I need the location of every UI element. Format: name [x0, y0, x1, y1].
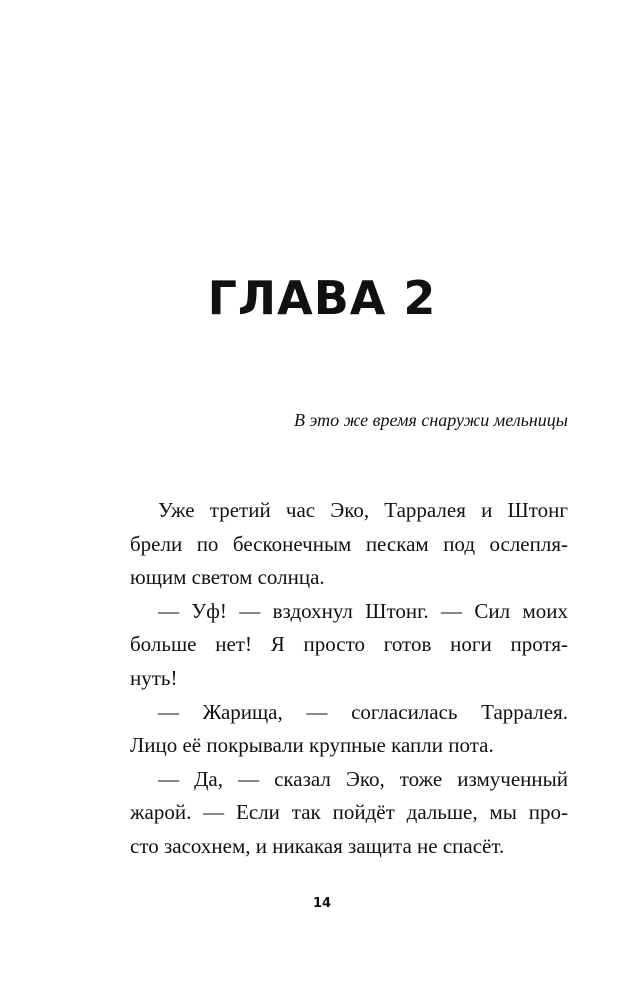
- text-line: нуть!: [130, 665, 178, 690]
- text-line: Лицо её покрывали крупные капли пота.: [130, 733, 494, 758]
- text-line: сто засохнем, и никакая защита не спасёт.: [130, 833, 505, 858]
- text-line: больше нет! Я просто готов ноги протя-: [130, 632, 568, 657]
- text-line: — Да, — сказал Эко, тоже измученный: [158, 766, 568, 791]
- chapter-epigraph: В это же время снаружи мельницы: [293, 410, 568, 430]
- text-line: ющим светом солнца.: [130, 565, 325, 590]
- text-line: — Жарища, — согласилась Тарралея.: [158, 699, 568, 724]
- text-line: Уже третий час Эко, Тарралея и Штонг: [158, 498, 568, 522]
- text-line: жарой. — Если так пойдёт дальше, мы про-: [130, 800, 568, 825]
- body-text: [130, 494, 568, 864]
- page-number: 14: [312, 896, 332, 911]
- chapter-title: ГЛАВА 2: [207, 271, 437, 325]
- text-line: брели по бесконечным пескам под ослепля-: [130, 531, 568, 556]
- text-line: — Уф! — вздохнул Штонг. — Сил моих: [158, 598, 568, 623]
